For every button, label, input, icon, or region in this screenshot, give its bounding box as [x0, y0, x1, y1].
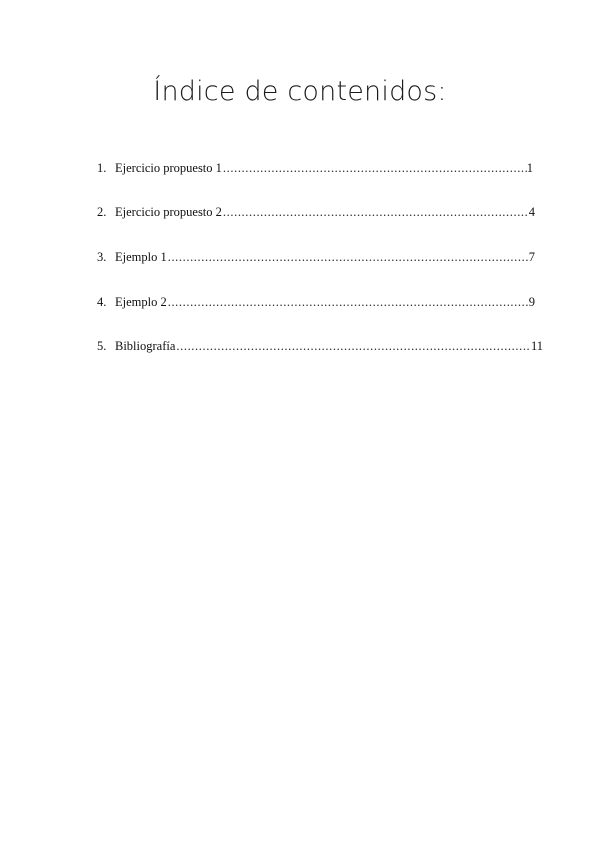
toc-dot-leader — [167, 250, 529, 265]
toc-entry-page: 7 — [528, 250, 535, 264]
toc-entry-label: Ejemplo 2 — [115, 295, 167, 309]
toc-entry-label: Ejercicio propuesto 1 — [115, 161, 222, 175]
toc-dot-leader — [222, 161, 527, 176]
toc-entry-page: 11 — [530, 339, 543, 353]
toc-entry-page: 9 — [528, 295, 535, 309]
page-title: Índice de contenidos: — [153, 76, 447, 107]
toc-entry-page: 4 — [528, 205, 535, 219]
toc-entry-label: Ejemplo 1 — [115, 250, 167, 264]
toc-dot-leader — [175, 339, 531, 354]
toc-entry-number: 5. — [97, 339, 107, 353]
toc-entry-4[interactable] — [97, 295, 535, 311]
toc-entry-2[interactable] — [97, 205, 535, 221]
toc-dot-leader — [222, 205, 529, 220]
toc-entry-label: Bibliografía — [115, 339, 176, 353]
toc-entry-label: Ejercicio propuesto 2 — [115, 205, 222, 219]
toc-entry-5[interactable] — [97, 339, 543, 355]
toc-entry-3[interactable] — [97, 250, 535, 266]
toc-entry-number: 1. — [97, 161, 107, 175]
toc-entry-page: 1 — [526, 161, 533, 175]
toc-entry-number: 3. — [97, 250, 107, 264]
toc-entry-1[interactable] — [97, 161, 533, 177]
toc-entry-number: 4. — [97, 295, 107, 309]
toc-entry-number: 2. — [97, 205, 107, 219]
toc-dot-leader — [167, 295, 529, 310]
